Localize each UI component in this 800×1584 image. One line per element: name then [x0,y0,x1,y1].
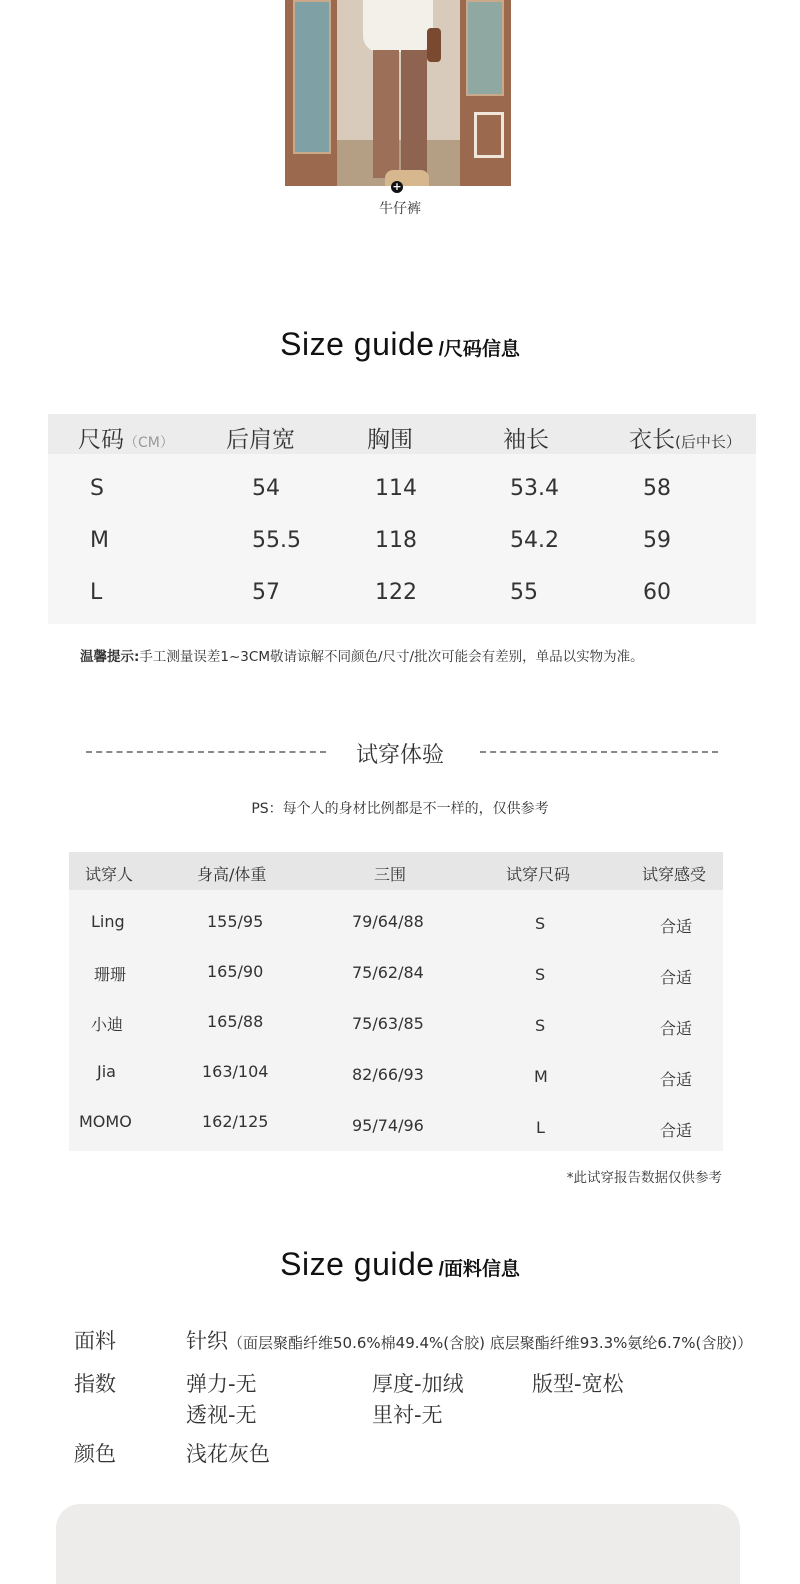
height-weight-cell: 162/125 [202,1112,269,1131]
header-height-weight: 身高/体重 [197,865,267,884]
lining-value: 里衬-无 [372,1403,443,1427]
try-on-table-body [69,890,723,1151]
height-weight-cell: 163/104 [202,1062,269,1081]
person-cell: 珊珊 [94,965,127,984]
measurements-cell: 95/74/96 [352,1116,424,1135]
plus-icon[interactable]: + [392,180,402,193]
fabric-title-main: Size guide [280,1246,435,1282]
size-guide-subtitle: /尺码信息 [438,339,520,360]
chest-cell: 114 [375,476,417,501]
material-detail: （面层聚酯纤维50.6%棉49.4%(含胶) 底层聚酯纤维93.3%氨纶6.7%(含胶)） [228,1334,753,1352]
transparency-value: 透视-无 [186,1403,257,1427]
try-size-cell: S [535,965,546,984]
size-cell: M [90,528,109,553]
elasticity-value: 弹力-无 [186,1372,257,1396]
header-sleeve: 袖长 [503,427,549,453]
person-cell: MOMO [79,1112,132,1131]
person-cell: 小迪 [91,1015,124,1034]
feel-cell: 合适 [660,1070,693,1089]
color-label: 颜色 [74,1442,116,1466]
size-cell: S [90,476,104,501]
try-on-ps: PS：每个人的身材比例都是不一样的，仅供参考 [251,801,549,817]
size-table-header [48,414,756,454]
shoulder-cell: 54 [252,476,280,501]
height-weight-cell: 165/88 [207,1012,264,1031]
try-on-table-header [69,852,723,890]
index-label: 指数 [74,1372,116,1396]
try-size-cell: S [535,914,546,933]
header-measurements: 三围 [374,865,407,884]
size-table-body [48,454,756,624]
measurements-cell: 79/64/88 [352,912,424,931]
fit-value: 版型-宽松 [532,1372,624,1396]
chest-cell: 122 [375,580,417,605]
product-photo [285,0,511,186]
shoulder-cell: 57 [252,580,280,605]
material-value: 针织（面层聚酯纤维50.6%棉49.4%(含胶) 底层聚酯纤维93.3%氨纶6.7%(含胶)） [186,1329,753,1353]
notice-text: 手工测量误差1~3CM敬请谅解不同颜色/尺寸/批次可能会有差别，单品以实物为准。 [139,649,644,665]
size-guide-title-main: Size guide [280,326,435,362]
person-cell: Ling [91,912,125,931]
try-on-title: 试穿体验 [355,743,444,768]
size-notice [80,645,644,665]
feel-cell: 合适 [660,968,693,987]
product-caption: 牛仔裤 [379,201,421,217]
header-shoulder: 后肩宽 [226,427,295,453]
length-cell: 60 [643,580,671,605]
feel-cell: 合适 [660,1019,693,1038]
header-size-unit: （CM） [124,435,174,451]
chest-cell: 118 [375,528,417,553]
shoulder-cell: 55.5 [252,528,301,553]
length-cell: 59 [643,528,671,553]
material-label: 面料 [74,1329,116,1353]
sleeve-cell: 53.4 [510,476,559,501]
feel-cell: 合适 [660,917,693,936]
length-cell: 58 [643,476,671,501]
height-weight-cell: 165/90 [207,962,264,981]
size-guide-title [0,326,800,363]
try-size-cell: S [535,1016,546,1035]
try-size-cell: M [534,1067,548,1086]
header-try-size: 试穿尺码 [506,865,571,884]
size-cell: L [90,580,103,605]
person-cell: Jia [97,1062,116,1081]
measurements-cell: 75/63/85 [352,1014,424,1033]
try-on-report-note: *此试穿报告数据仅供参考 [566,1170,722,1186]
header-size: 尺码（CM） [78,427,174,453]
fabric-subtitle: /面料信息 [438,1259,520,1280]
height-weight-cell: 155/95 [207,912,264,931]
feel-cell: 合适 [660,1121,693,1140]
thickness-value: 厚度-加绒 [372,1372,464,1396]
header-length: 衣长(后中长） [629,427,741,453]
sleeve-cell: 54.2 [510,528,559,553]
sleeve-cell: 55 [510,580,538,605]
measurements-cell: 75/62/84 [352,963,424,982]
header-chest: 胸围 [367,427,413,453]
header-feel: 试穿感受 [642,865,707,884]
color-value: 浅花灰色 [186,1442,270,1466]
header-person: 试穿人 [85,865,134,884]
fabric-swatch-image [56,1504,740,1584]
try-size-cell: L [536,1118,545,1137]
fabric-title [0,1246,800,1283]
measurements-cell: 82/66/93 [352,1065,424,1084]
header-length-note: (后中长） [675,433,741,451]
notice-label: 温馨提示: [80,649,140,665]
